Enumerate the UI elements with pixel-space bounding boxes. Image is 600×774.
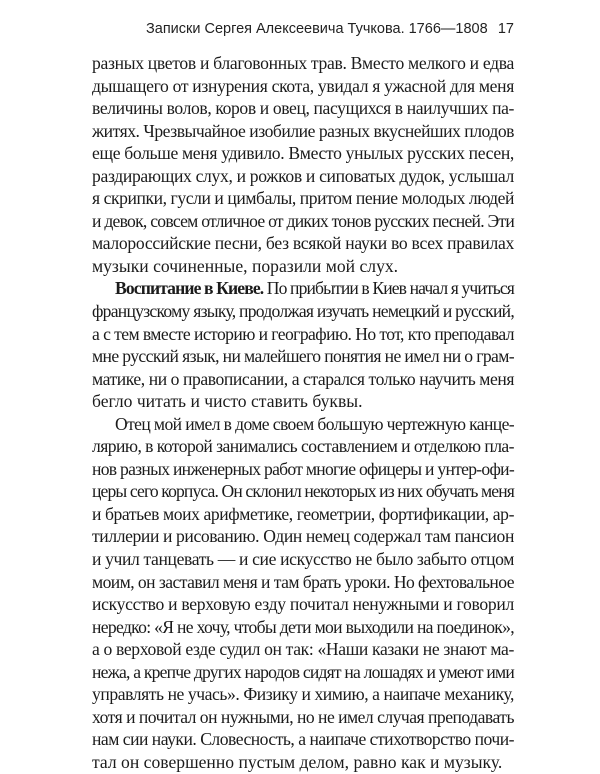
text-line: Отец мой имел в доме своем большую чертежную канце- — [115, 413, 515, 434]
text-line: я скрипки, гусли и цимбалы, притом пение молодых людей — [92, 188, 514, 209]
text-line: нам сии науки. Словесность, а наипаче стихотворство почи- — [92, 729, 514, 750]
text-line-with-subheading — [92, 277, 514, 300]
text-line: моим, он заставил меня и там брать уроки. Но фехтовальное — [92, 571, 514, 592]
text-line: музыки сочиненные, поразили мой слух. — [92, 255, 399, 276]
text-line: а с тем вместе историю и географию. Но тот, кто преподавал — [92, 323, 514, 344]
text-line: хотя и почитал он нужными, но не имел случая преподавать — [92, 706, 514, 727]
text-line: тал он совершенно пустым делом, равно как и музыку. — [92, 751, 503, 772]
text-run: По прибытии в Киев начал я учиться — [263, 278, 515, 299]
paragraph-1 — [92, 52, 514, 277]
text-line: французскому языку, продолжая изучать немецкий и русский, — [92, 301, 514, 322]
text-line: разных цветов и благовонных трав. Вместо мелкого и едва — [92, 53, 514, 73]
text-line: малороссийские песни, без всякой науки во всех правилах — [92, 233, 515, 254]
text-line: тиллерии и рисованию. Один немец содержал там пансион — [92, 526, 514, 547]
text-line: дышащего от изнурения скота, увидал я ужасной для меня — [92, 75, 515, 96]
text-line: матике, ни о правописании, а старался только научить меня — [92, 368, 515, 389]
text-line: и учил танцевать — и сие искусство не было забыто отцом — [92, 549, 514, 570]
running-title: Записки Сергея Алексеевича Тучкова. 1766—1808 — [146, 21, 488, 37]
text-line: искусство и верховую езду почитал ненужными и говорил — [92, 594, 515, 615]
text-line: лярию, в которой занимались составлением и отделкою пла- — [92, 436, 514, 457]
text-line: нежа, а крепче других народов сидят на лошадях и умеют ими — [92, 661, 514, 682]
text-line: и братьев моих арифметике, геометрии, фортификации, ар- — [92, 503, 515, 524]
text-line: еще больше меня удивило. Вместо унылых русских песен, — [92, 143, 515, 164]
text-line: житях. Чрезвычайное изобилие разных вкуснейших плодов — [92, 120, 514, 141]
running-head — [92, 16, 514, 42]
text-line: нередко: «Я не хочу, чтобы дети мои выходили на поединок», — [92, 616, 514, 637]
text-line: величины волов, коров и овец, пасущихся в наилучших па- — [92, 98, 515, 119]
text-line: мне русский язык, ни малейшего понятия не имел ни о грам- — [92, 346, 514, 367]
body-text — [92, 52, 514, 774]
text-line: нов разных инженерных работ многие офицеры и унтер-офи- — [92, 458, 514, 479]
paragraph-2 — [92, 277, 514, 412]
text-line: управлять не учась». Физику и химию, а наипаче механику, — [92, 684, 515, 705]
text-line: и девок, совсем отличное от диких тонов русских песней. Эти — [92, 210, 515, 231]
text-line: раздирающих слух, и рожков и сиповатых дудок, услышал — [92, 165, 515, 186]
text-line: а о верховой езде судил он так: «Наши казаки не знают ма- — [92, 639, 515, 660]
text-line: церы сего корпуса. Он склонил некоторых из них обучать меня — [92, 481, 514, 502]
page-number: 17 — [497, 21, 514, 37]
text-line: бегло читать и чисто ставить буквы. — [92, 391, 363, 412]
paragraph-3 — [92, 413, 514, 774]
section-subheading: Воспитание в Киеве. — [115, 278, 264, 299]
